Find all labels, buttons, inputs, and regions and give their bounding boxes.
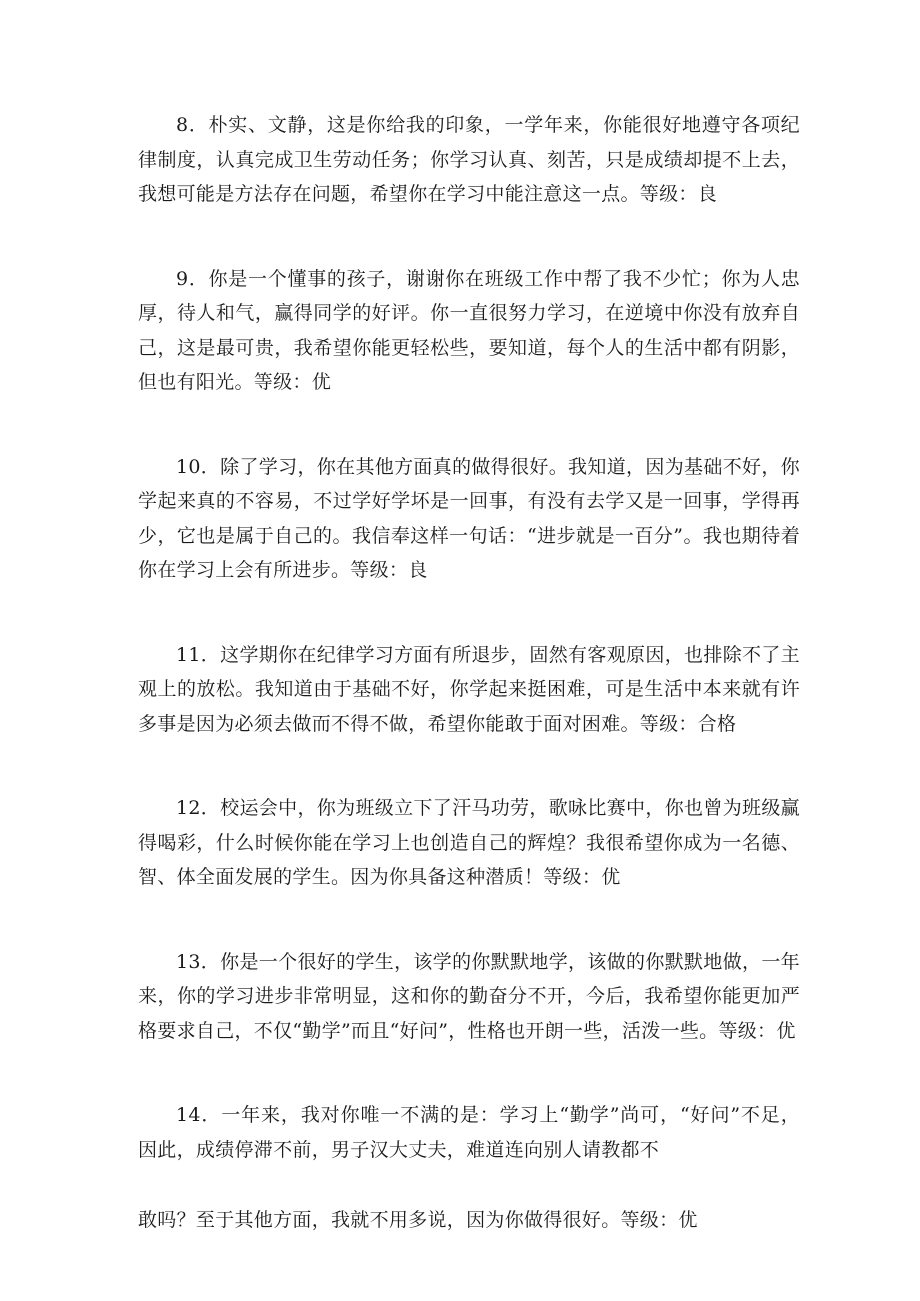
comment-13: 13．你是一个很好的学生，该学的你默默地学，该做的你默默地做，一年来，你的学习进步非常明显，这和你的勤奋分不开，今后，我希望你能更加严格要求自己，不仅“勤学”而且“好问”，性格也开朗一些，活泼一些。等级：优 (138, 950, 800, 1042)
comment-10: 10．除了学习，你在其他方面真的做得很好。我知道，因为基础不好，你学起来真的不容易，不过学好学坏是一回事，有没有去学又是一回事，学得再少，它也是属于自己的。我信奉这样一句话：“进步就是一百分”。我也期待着你在学习上会有所进步。等级：良 (138, 455, 800, 581)
comment-11: 11．这学期你在纪律学习方面有所退步，固然有客观原因，也排除不了主观上的放松。我知道由于基础不好，你学起来挺困难，可是生活中本来就有许多事是因为必须去做而不得不做，希望你能敢于面对困难。等级：合格 (138, 643, 800, 735)
comment-14-part-2: 敢吗？至于其他方面，我就不用多说，因为你做得很好。等级：优 (138, 1209, 698, 1231)
comment-8: 8．朴实、文静，这是你给我的印象，一学年来，你能很好地遵守各项纪律制度，认真完成卫生劳动任务；你学习认真、刻苦，只是成绩却提不上去，我想可能是方法存在问题，希望你在学习中能注意这一点。等级：良 (138, 114, 800, 205)
comment-14-part-1: 14．一年来，我对你唯一不满的是：学习上“勤学”尚可，“好问”不足，因此，成绩停滞不前，男子汉大丈夫，难道连向别人请教都不 (138, 1104, 800, 1161)
document-page (138, 108, 800, 1288)
comment-9: 9．你是一个懂事的孩子，谢谢你在班级工作中帮了我不少忙；你为人忠厚，待人和气，赢得同学的好评。你一直很努力学习，在逆境中你没有放弃自己，这是最可贵，我希望你能更轻松些，要知道，每个人的生活中都有阴影，但也有阳光。等级：优 (138, 267, 800, 393)
comment-12: 12．校运会中，你为班级立下了汗马功劳，歌咏比赛中，你也曾为班级赢得喝彩，什么时候你能在学习上也创造自己的辉煌？我很希望你成为一名德、智、体全面发展的学生。因为你具备这种潜质！等级：优 (138, 797, 800, 888)
